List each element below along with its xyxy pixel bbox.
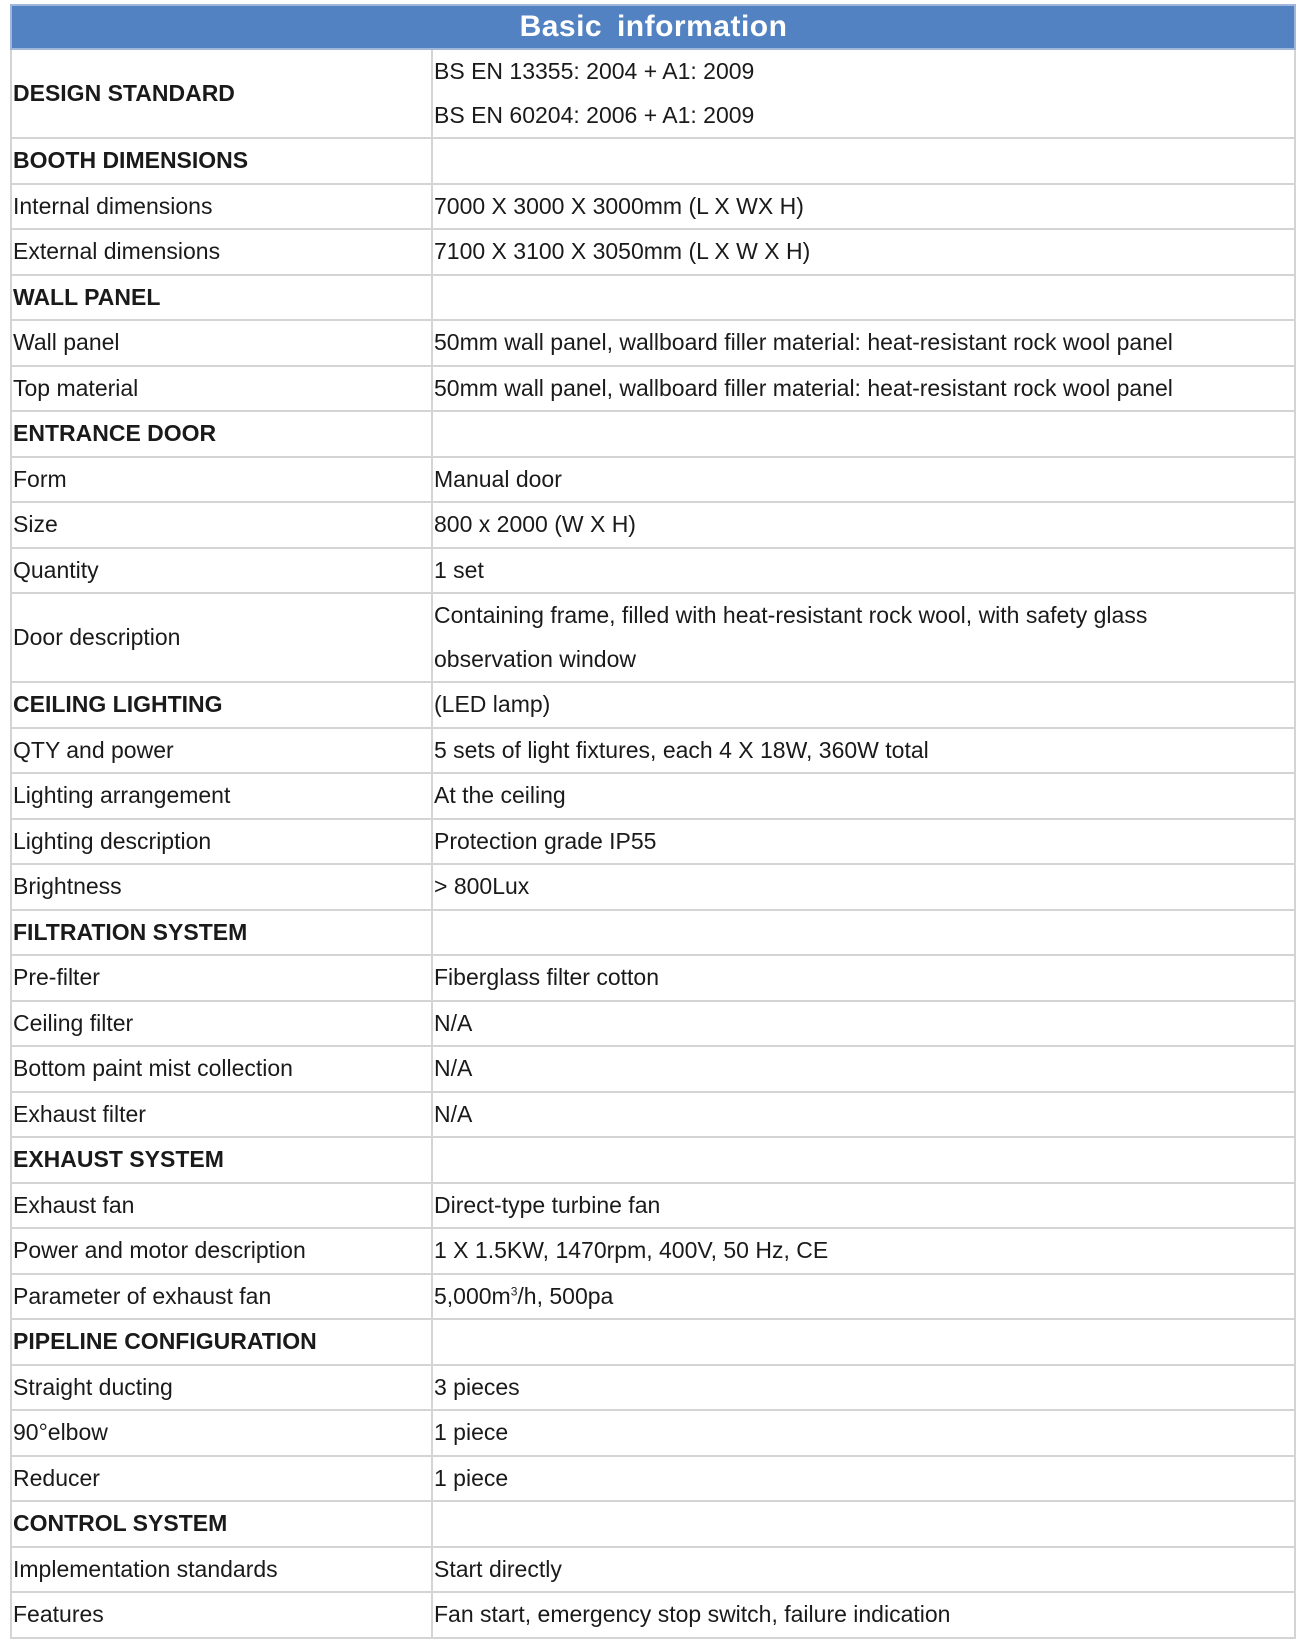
pipeline-configuration-label: PIPELINE CONFIGURATION xyxy=(11,1319,432,1365)
straight-ducting-label: Straight ducting xyxy=(11,1365,432,1411)
table-row xyxy=(11,955,1295,1001)
external-dimensions-label: External dimensions xyxy=(11,229,432,275)
ceiling-lighting-value: (LED lamp) xyxy=(432,682,1295,728)
door-size-value: 800 x 2000 (W X H) xyxy=(432,502,1295,548)
table-row xyxy=(11,1001,1295,1047)
section-entrance-door xyxy=(11,411,1295,457)
entrance-door-value xyxy=(432,411,1295,457)
lighting-arrangement-label: Lighting arrangement xyxy=(11,773,432,819)
fan-parameter-superscript: 3 xyxy=(510,1283,518,1298)
internal-dimensions-value: 7000 X 3000 X 3000mm (L X WX H) xyxy=(432,184,1295,230)
table-row xyxy=(11,1410,1295,1456)
booth-dimensions-value xyxy=(432,138,1295,184)
pre-filter-value: Fiberglass filter cotton xyxy=(432,955,1295,1001)
table-row xyxy=(11,1365,1295,1411)
exhaust-filter-label: Exhaust filter xyxy=(11,1092,432,1138)
features-value: Fan start, emergency stop switch, failure indication xyxy=(432,1592,1295,1638)
implementation-standards-value: Start directly xyxy=(432,1547,1295,1593)
table-row xyxy=(11,502,1295,548)
design-standard-line-1: BS EN 13355: 2004 + A1: 2009 xyxy=(434,58,755,84)
reducer-label: Reducer xyxy=(11,1456,432,1502)
door-size-label: Size xyxy=(11,502,432,548)
section-ceiling-lighting xyxy=(11,682,1295,728)
pipeline-configuration-value xyxy=(432,1319,1295,1365)
straight-ducting-value: 3 pieces xyxy=(432,1365,1295,1411)
door-quantity-label: Quantity xyxy=(11,548,432,594)
ceiling-filter-value: N/A xyxy=(432,1001,1295,1047)
top-material-value: 50mm wall panel, wallboard filler material: heat-resistant rock wool panel xyxy=(432,366,1295,412)
exhaust-system-label: EXHAUST SYSTEM xyxy=(11,1137,432,1183)
door-description-line-1: Containing frame, filled with heat-resistant rock wool, with safety glass xyxy=(434,602,1148,628)
table-row xyxy=(11,457,1295,503)
exhaust-fan-value: Direct-type turbine fan xyxy=(432,1183,1295,1229)
brightness-value: > 800Lux xyxy=(432,864,1295,910)
brightness-label: Brightness xyxy=(11,864,432,910)
section-wall-panel xyxy=(11,275,1295,321)
filtration-system-value xyxy=(432,910,1295,956)
door-form-label: Form xyxy=(11,457,432,503)
table-row xyxy=(11,548,1295,594)
table-row xyxy=(11,1183,1295,1229)
wall-panel-value: 50mm wall panel, wallboard filler material: heat-resistant rock wool panel xyxy=(432,320,1295,366)
control-system-label: CONTROL SYSTEM xyxy=(11,1501,432,1547)
design-standard-value xyxy=(432,49,1295,138)
wall-panel-section-label: WALL PANEL xyxy=(11,275,432,321)
bottom-paint-mist-label: Bottom paint mist collection xyxy=(11,1046,432,1092)
elbow-label: 90°elbow xyxy=(11,1410,432,1456)
control-system-value xyxy=(432,1501,1295,1547)
door-form-value: Manual door xyxy=(432,457,1295,503)
filtration-system-label: FILTRATION SYSTEM xyxy=(11,910,432,956)
exhaust-system-value xyxy=(432,1137,1295,1183)
features-label: Features xyxy=(11,1592,432,1638)
table-row xyxy=(11,1456,1295,1502)
table-row xyxy=(11,864,1295,910)
section-design-standard xyxy=(11,49,1295,138)
internal-dimensions-label: Internal dimensions xyxy=(11,184,432,230)
top-material-label: Top material xyxy=(11,366,432,412)
booth-dimensions-label: BOOTH DIMENSIONS xyxy=(11,138,432,184)
fan-parameter-value-a: 5,000m xyxy=(434,1282,511,1309)
design-standard-line-2: BS EN 60204: 2006 + A1: 2009 xyxy=(434,101,755,128)
table-row xyxy=(11,1228,1295,1274)
pre-filter-label: Pre-filter xyxy=(11,955,432,1001)
table-row xyxy=(11,320,1295,366)
table-row xyxy=(11,184,1295,230)
section-booth-dimensions xyxy=(11,138,1295,184)
lighting-description-label: Lighting description xyxy=(11,819,432,865)
table-title: Basic information xyxy=(11,5,1295,49)
exhaust-fan-label: Exhaust fan xyxy=(11,1183,432,1229)
lighting-qty-power-label: QTY and power xyxy=(11,728,432,774)
section-filtration-system xyxy=(11,910,1295,956)
design-standard-label: DESIGN STANDARD xyxy=(11,49,432,138)
table-row xyxy=(11,728,1295,774)
entrance-door-label: ENTRANCE DOOR xyxy=(11,411,432,457)
reducer-value: 1 piece xyxy=(432,1456,1295,1502)
elbow-value: 1 piece xyxy=(432,1410,1295,1456)
ceiling-filter-label: Ceiling filter xyxy=(11,1001,432,1047)
table-row xyxy=(11,1592,1295,1638)
ceiling-lighting-label: CEILING LIGHTING xyxy=(11,682,432,728)
fan-parameter-value xyxy=(432,1274,1295,1320)
fan-parameter-value-b: /h, 500pa xyxy=(517,1282,614,1309)
table-row xyxy=(11,1274,1295,1320)
bottom-paint-mist-value: N/A xyxy=(432,1046,1295,1092)
section-pipeline-configuration xyxy=(11,1319,1295,1365)
title-row xyxy=(11,5,1295,49)
table-row xyxy=(11,229,1295,275)
wall-panel-label: Wall panel xyxy=(11,320,432,366)
table-row xyxy=(11,1046,1295,1092)
table-row xyxy=(11,593,1295,682)
door-description-line-2: observation window xyxy=(434,645,637,672)
table-row xyxy=(11,366,1295,412)
basic-information-table xyxy=(10,4,1296,1639)
power-motor-label: Power and motor description xyxy=(11,1228,432,1274)
table-row xyxy=(11,1092,1295,1138)
table-row xyxy=(11,773,1295,819)
table-row xyxy=(11,819,1295,865)
section-exhaust-system xyxy=(11,1137,1295,1183)
implementation-standards-label: Implementation standards xyxy=(11,1547,432,1593)
door-description-label: Door description xyxy=(11,593,432,682)
external-dimensions-value: 7100 X 3100 X 3050mm (L X W X H) xyxy=(432,229,1295,275)
power-motor-value: 1 X 1.5KW, 1470rpm, 400V, 50 Hz, CE xyxy=(432,1228,1295,1274)
lighting-arrangement-value: At the ceiling xyxy=(432,773,1295,819)
door-quantity-value: 1 set xyxy=(432,548,1295,594)
exhaust-filter-value: N/A xyxy=(432,1092,1295,1138)
section-control-system xyxy=(11,1501,1295,1547)
door-description-value xyxy=(432,593,1295,682)
wall-panel-section-value xyxy=(432,275,1295,321)
table-row xyxy=(11,1547,1295,1593)
fan-parameter-label: Parameter of exhaust fan xyxy=(11,1274,432,1320)
lighting-description-value: Protection grade IP55 xyxy=(432,819,1295,865)
lighting-qty-power-value: 5 sets of light fixtures, each 4 X 18W, 360W total xyxy=(432,728,1295,774)
